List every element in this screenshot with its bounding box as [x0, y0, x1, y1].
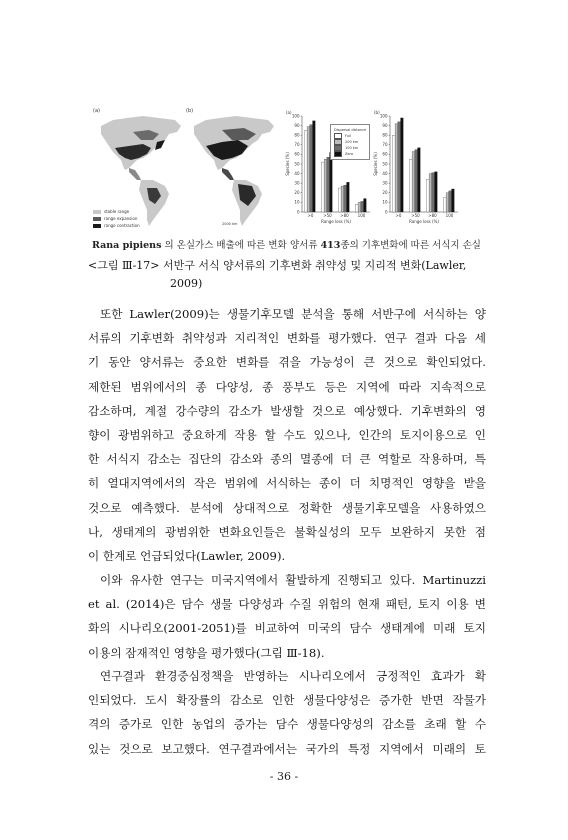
text-line: 또한 Lawler(2009)는 생물기후모델 분석을 통해 서반구에 서식하는 양 — [100, 307, 486, 321]
x-axis-label: Range loss (%) — [409, 219, 439, 224]
bar-panel-a — [284, 110, 376, 236]
bar — [310, 125, 313, 212]
bar — [435, 172, 438, 212]
bar — [443, 198, 446, 212]
y-tick-label: 60 — [382, 151, 388, 157]
bar — [429, 174, 432, 212]
subcaption-text: 종의 기후변화에 따른 서식지 손실 — [340, 240, 481, 251]
panel-letter: (a) — [286, 110, 292, 115]
bar — [426, 179, 429, 212]
bar — [449, 191, 452, 212]
y-tick-label: 100 — [379, 113, 388, 119]
americas-map-icon — [186, 112, 278, 230]
text-line: 화의 시나리오(2001-2051)를 비교하여 미국의 담수 생태계에 미래 토지 — [88, 621, 486, 636]
text-line: 이와 유사한 연구는 미국지역에서 활발하게 진행되고 있다. Martinuzzi — [100, 573, 486, 587]
text-line: 격의 증가로 인한 농업의 증가는 담수 생물다양성의 감소를 초래 할 수 — [88, 717, 486, 732]
figure-caption — [88, 257, 488, 293]
y-tick-label: 50 — [294, 161, 300, 167]
text-line: 향이 광범위하고 중요하게 작용 할 수도 있으나, 인간의 토지이용으로 인 — [88, 428, 486, 443]
text-line: 제한된 범위에서의 종 다양성, 종 풍부도 등은 지역에 따라 지속적으로 — [88, 379, 486, 394]
bar — [401, 118, 404, 212]
y-tick-label: 80 — [382, 132, 388, 138]
x-tick-label: >0 — [307, 213, 314, 218]
y-tick-label: 10 — [382, 199, 388, 205]
text-line: 기 동안 양서류는 중요한 변화를 겪을 가능성이 큰 것으로 확인되었다. — [88, 355, 486, 370]
map-scale: 2000 km — [222, 222, 238, 226]
text-line: 이용의 잠재적인 영향을 평가했다(그림 Ⅲ-18). — [88, 645, 325, 660]
text-line: 것으로 예측했다. 분석에 상대적으로 정확한 생물기후모델을 사용하였으 — [88, 500, 486, 515]
bar — [361, 201, 364, 212]
y-tick-label: 10 — [294, 199, 300, 205]
swatch — [334, 139, 342, 145]
map-panel-letter: (a) — [93, 108, 100, 114]
text-line: et al. (2014)은 담수 생물 다양성과 수질 위험의 현재 패턴, 토지 이용 변 — [88, 597, 486, 612]
y-tick-label: 30 — [294, 180, 300, 186]
swatch — [93, 224, 101, 228]
y-tick-label: 90 — [294, 122, 300, 128]
subcaption-text: 양서류 — [290, 240, 321, 251]
legend-label: 100 km — [345, 146, 359, 150]
left-subcaption — [92, 237, 287, 251]
bar — [415, 150, 418, 212]
swatch — [334, 133, 342, 139]
bar — [446, 193, 449, 212]
y-tick-label: 70 — [382, 142, 388, 148]
y-tick-label: 60 — [294, 151, 300, 157]
bar — [452, 189, 455, 212]
swatch — [93, 217, 101, 221]
swatch — [93, 210, 101, 214]
bar — [324, 159, 327, 212]
map-panel-a — [93, 108, 185, 230]
bar — [313, 121, 316, 212]
y-tick-label: 100 — [291, 113, 300, 119]
text-line: 감소하며, 계절 강수량의 감소가 발생할 것으로 예상했다. 기후변화의 영 — [88, 403, 486, 418]
map-panel-b — [186, 108, 278, 230]
text-line: 인되었다. 도시 확장률의 감소로 인한 생물다양성은 증가한 반면 작물가 — [88, 693, 486, 708]
right-subcaption — [290, 237, 481, 251]
bar-chart-b — [372, 110, 464, 232]
x-tick-label: >80 — [340, 213, 349, 218]
bar — [432, 173, 435, 212]
x-tick-label: >80 — [428, 213, 437, 218]
legend-label: 200 km — [345, 140, 359, 144]
legend-label: Full — [345, 134, 351, 138]
species-name: Rana pipiens — [92, 240, 162, 251]
legend-item — [334, 151, 366, 157]
text-line: 히 열대지역에서의 작은 범위에 서식하는 종이 더 치명적인 영향을 받을 — [88, 476, 486, 491]
chart-legend — [330, 124, 370, 160]
panel-letter: (b) — [374, 110, 380, 115]
caption-line: 2009) — [170, 277, 203, 290]
x-tick-label: >0 — [395, 213, 402, 218]
y-tick-label: 50 — [382, 161, 388, 167]
bar — [347, 182, 350, 212]
legend-item — [93, 208, 140, 215]
text-line: 한 서식지 감소는 집단의 감소와 종의 멸종에 더 큰 역할로 작용하며, 특 — [88, 452, 486, 467]
bar — [395, 124, 398, 212]
x-tick-label: 100 — [445, 213, 454, 218]
legend-label: range expansion — [104, 216, 138, 221]
legend-item — [93, 215, 140, 222]
y-tick-label: 0 — [384, 209, 388, 215]
text-line: 이 한계로 언급되었다(Lawler, 2009). — [88, 549, 286, 564]
bar-panel-b — [372, 110, 464, 236]
paragraph-2 — [88, 568, 486, 665]
subcaption-text: 의 온실가스 배출에 따른 변화 — [161, 240, 287, 251]
paragraph-1 — [88, 302, 486, 568]
text-line: 서류의 기후변화 취약성과 지리적인 변화를 평가했다. 연구 결과 다음 세 — [88, 331, 486, 346]
y-tick-label: 30 — [382, 180, 388, 186]
bar — [398, 122, 401, 212]
bar — [392, 135, 395, 212]
text-line: 연구결과 환경중심정책을 반영하는 시나리오에서 긍정적인 효과가 확 — [100, 669, 486, 683]
y-tick-label: 70 — [294, 142, 300, 148]
swatch — [334, 151, 342, 157]
x-tick-label: 100 — [357, 213, 366, 218]
bar — [412, 152, 415, 212]
bar — [364, 199, 367, 212]
y-tick-label: 40 — [294, 170, 300, 176]
text-line: 나, 생태계의 광범위한 변화요인들은 불확실성의 모두 보완하지 못한 점 — [88, 524, 486, 539]
y-tick-label: 20 — [382, 190, 388, 196]
x-tick-label: >50 — [411, 213, 420, 218]
legend-label: Zero — [345, 152, 354, 156]
bar — [418, 148, 421, 212]
swatch — [334, 145, 342, 151]
bar — [304, 130, 307, 212]
legend-title: Dispersal distance — [334, 128, 367, 132]
y-axis-label: Species (%) — [373, 152, 378, 176]
legend-label: range contraction — [104, 223, 140, 228]
bar — [341, 186, 344, 212]
bar — [409, 159, 412, 212]
y-tick-label: 0 — [296, 209, 300, 215]
y-tick-label: 20 — [294, 190, 300, 196]
paragraph-3 — [88, 664, 486, 761]
bar — [307, 127, 310, 212]
y-tick-label: 40 — [382, 170, 388, 176]
species-count: 413 — [320, 240, 341, 251]
caption-line: <그림 Ⅲ-17> 서반구 서식 양서류의 기후변화 취약성 및 지리적 변화(Lawler, — [88, 259, 467, 272]
y-axis-label: Species (%) — [285, 152, 290, 176]
y-tick-label: 90 — [382, 122, 388, 128]
x-tick-label: >50 — [323, 213, 332, 218]
map-legend — [93, 208, 140, 229]
legend-label: stable range — [104, 209, 130, 214]
x-axis-label: Range loss (%) — [321, 219, 351, 224]
bar — [355, 204, 358, 212]
page-number: - 36 - — [269, 770, 299, 783]
legend-item — [93, 222, 140, 229]
map-panel-letter: (b) — [186, 108, 194, 114]
bar — [330, 152, 333, 212]
bar — [338, 188, 341, 212]
y-tick-label: 80 — [294, 132, 300, 138]
bar — [321, 162, 324, 212]
bar — [327, 157, 330, 212]
text-line: 있는 것으로 보고했다. 연구결과에서는 국가의 특정 지역에서 미래의 토 — [88, 741, 486, 756]
bar — [344, 185, 347, 212]
bar — [358, 202, 361, 212]
